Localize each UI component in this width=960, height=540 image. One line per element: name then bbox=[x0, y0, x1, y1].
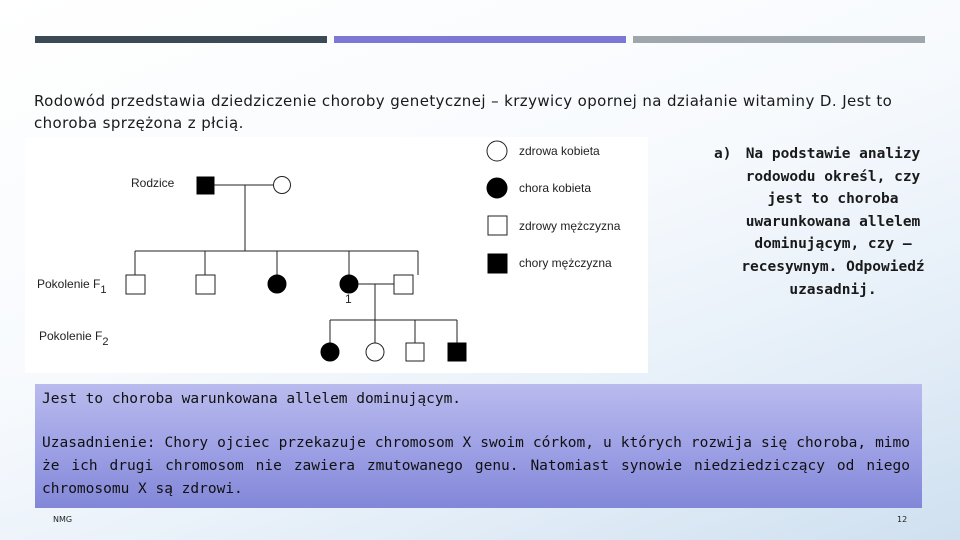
header-bar-gray bbox=[633, 36, 925, 43]
pedigree-diagram bbox=[25, 137, 648, 373]
legend-circle-open-icon bbox=[487, 141, 507, 161]
header-bar-dark bbox=[35, 36, 327, 43]
page-number: 12 bbox=[897, 515, 908, 524]
legend-label-healthy-female: zdrowa kobieta bbox=[519, 144, 600, 158]
f1-daughter-2-affected bbox=[340, 275, 358, 293]
individual-1-label: 1 bbox=[345, 292, 352, 306]
f1-son-2-healthy bbox=[196, 275, 215, 294]
answer-box bbox=[35, 384, 922, 508]
question-text: Na podstawie analizy rodowodu określ, czy jest to choroba uwarunkowana allelem dominującym, czy – recesywnym. Odpowiedź uzasadnij. bbox=[741, 146, 925, 298]
f2-label: Pokolenie F2 bbox=[39, 329, 109, 348]
header-bar-purple bbox=[334, 36, 626, 43]
footer-author: NMG bbox=[53, 515, 73, 524]
f1-label: Pokolenie F1 bbox=[37, 277, 107, 296]
question-block bbox=[700, 143, 940, 301]
answer-statement: Jest to choroba warunkowana allelem dominującym. bbox=[42, 391, 462, 407]
legend-label-affected-female: chora kobieta bbox=[519, 181, 592, 195]
parents-label: Rodzice bbox=[131, 176, 175, 190]
justification-text: Chory ojciec przekazuje chromosom X swoim córkom, u których rozwija się choroba, mimo że ich drugi chromosom nie zawiera zmutowanego genu. Natomiast synowie niedziedziczący od niego chromosomu X są zdrowi. bbox=[42, 435, 910, 497]
legend-label-healthy-male: zdrowy mężczyzna bbox=[519, 219, 621, 233]
parent-father-affected bbox=[197, 177, 214, 194]
parent-mother-healthy bbox=[274, 177, 291, 194]
f2-son-2-affected bbox=[448, 343, 466, 361]
f2-daughter-2-healthy bbox=[366, 343, 384, 361]
legend-square-open-icon bbox=[488, 216, 507, 235]
question-label: a) bbox=[714, 146, 732, 162]
f2-daughter-1-affected bbox=[321, 343, 339, 361]
legend-circle-filled-icon bbox=[487, 178, 507, 198]
legend-label-affected-male: chory mężczyzna bbox=[519, 256, 612, 270]
f1-daughter-1-affected bbox=[268, 275, 286, 293]
f2-son-1-healthy bbox=[406, 343, 424, 361]
justification-label: Uzasadnienie: bbox=[42, 435, 156, 451]
intro-text: Rodowód przedstawia dziedziczenie choroby genetycznej – krzywicy opornej na działanie witaminy D. Jest to choroba sprzężona z płcią. bbox=[34, 92, 893, 132]
f1-son-1-healthy bbox=[126, 275, 145, 294]
legend-square-filled-icon bbox=[488, 254, 507, 273]
f1-husband-healthy bbox=[394, 275, 413, 294]
answer-justification bbox=[42, 432, 910, 501]
